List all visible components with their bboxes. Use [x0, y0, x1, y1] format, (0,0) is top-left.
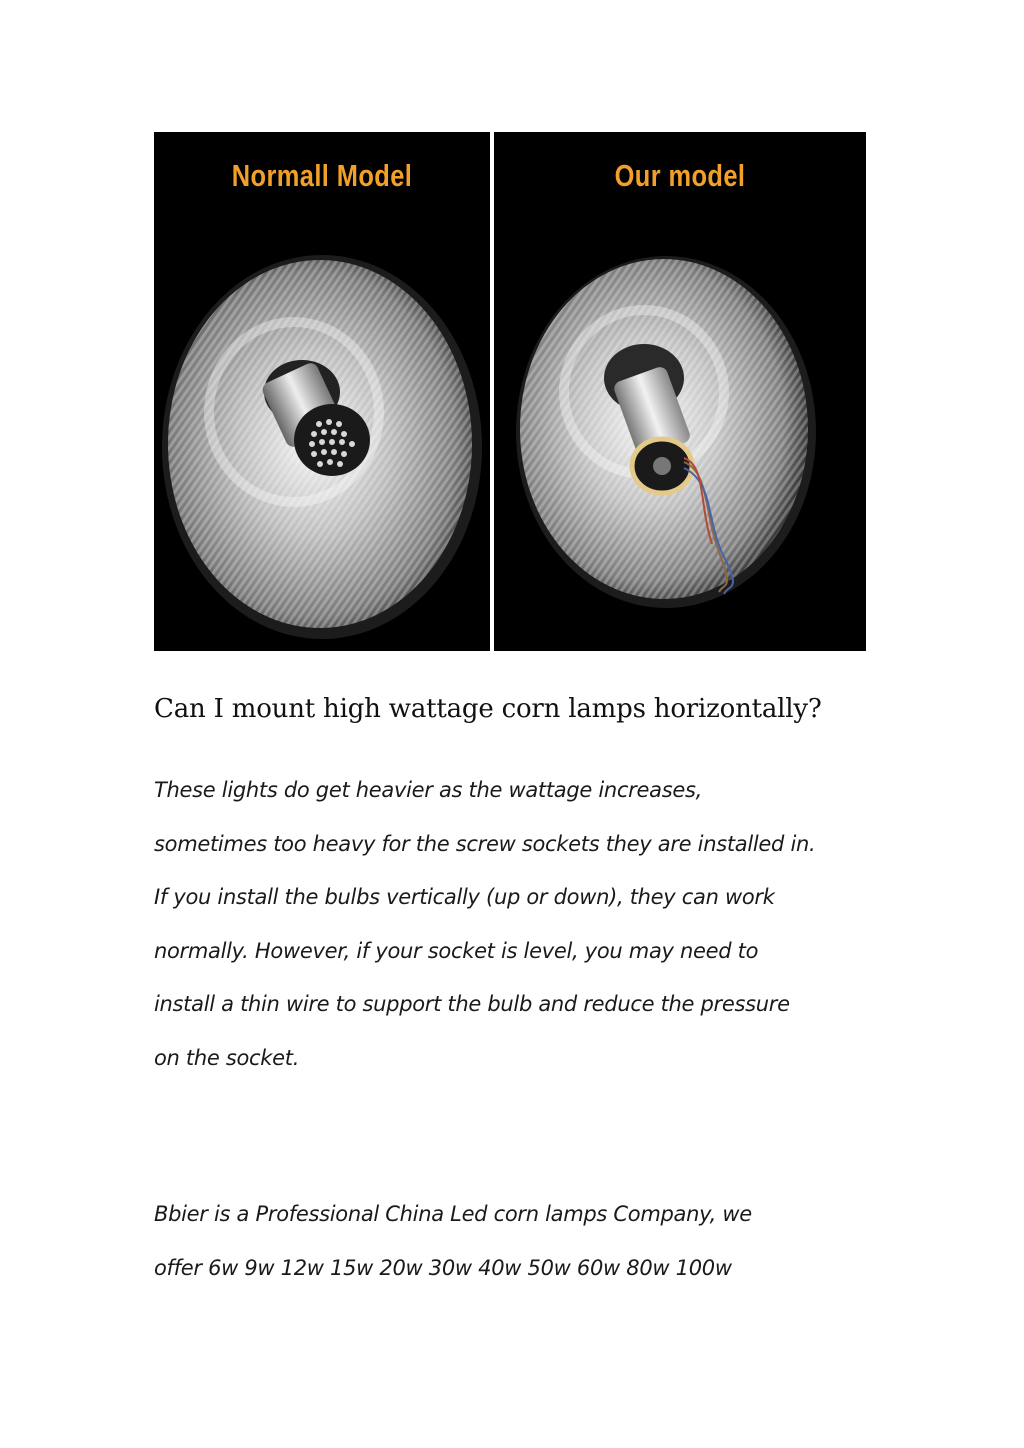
paragraph-line: on the socket. — [154, 1045, 300, 1070]
paragraph-line: Bbier is a Professional China Led corn lamps Company, we — [154, 1202, 752, 1226]
paragraph-line: offer 6w 9w 12w 15w 20w 30w 40w 50w 60w 80w 100w — [154, 1255, 732, 1280]
our-model-label: Our model — [614, 158, 746, 193]
paragraph-line: normally. However, if your socket is level, you may need to — [154, 938, 759, 963]
our-model-lamp-image — [494, 132, 866, 651]
paragraph-company — [154, 1188, 894, 1295]
our-model-panel — [494, 132, 866, 651]
paragraph-mounting — [154, 764, 894, 1086]
section-heading: Can I mount high wattage corn lamps horizontally? — [154, 694, 822, 724]
normal-model-lamp-image — [154, 132, 490, 651]
paragraph-line: If you install the bulbs vertically (up or down), they can work — [154, 885, 775, 910]
normal-model-panel — [154, 132, 490, 651]
paragraph-line: These lights do get heavier as the wattage increases, — [154, 778, 702, 802]
paragraph-line: sometimes too heavy for the screw sockets they are installed in. — [154, 831, 816, 856]
normal-model-label: Normall Model — [231, 158, 413, 193]
comparison-figure — [154, 132, 866, 651]
paragraph-line: install a thin wire to support the bulb and reduce the pressure — [154, 992, 790, 1017]
